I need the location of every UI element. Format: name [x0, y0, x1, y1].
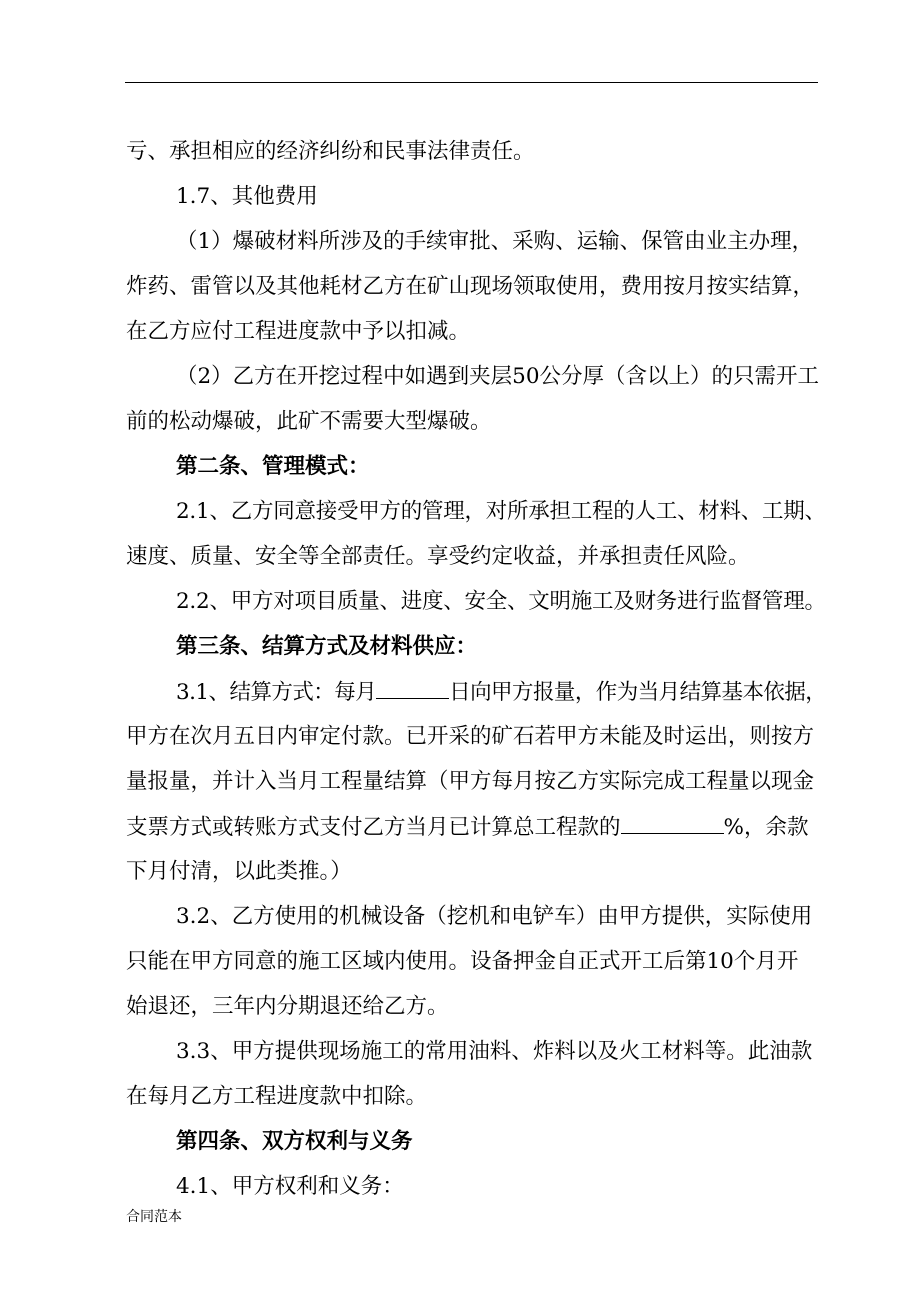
text-line-13	[176, 678, 826, 707]
text-line-20: 始退还，三年内分期退还给乙方。	[126, 994, 449, 1019]
text-line-21: 3.3、甲方提供现场施工的常用油料、炸料以及火工材料等。此油款	[176, 1039, 813, 1064]
footer-label: 合同范本	[126, 1209, 182, 1225]
text-line-6: （2）乙方在开挖过程中如遇到夹层50公分厚（含以上）的只需开工	[176, 364, 820, 389]
day-blank	[376, 678, 449, 699]
text-line-3: （1）爆破材料所涉及的手续审批、采购、运输、保管由业主办理，	[176, 229, 814, 254]
settlement-text-a: 3.1、结算方式：每月	[176, 680, 377, 705]
text-line-14: 甲方在次月五日内审定付款。已开采的矿石若甲方未能及时运出，则按方	[126, 724, 815, 749]
text-line-5: 在乙方应付工程进度款中予以扣减。	[126, 319, 471, 344]
text-line-4: 炸药、雷管以及其他耗材乙方在矿山现场领取使用，费用按月按实结算，	[126, 274, 815, 299]
text-line-9: 2.1、乙方同意接受甲方的管理，对所承担工程的人工、材料、工期、	[176, 499, 826, 524]
settlement-text-b: 日向甲方报量，作为当月结算基本依据，	[449, 680, 827, 705]
text-line-10: 速度、质量、安全等全部责任。享受约定收益，并承担责任风险。	[126, 544, 750, 569]
article-2-heading: 第二条、管理模式：	[176, 454, 370, 479]
percent-blank	[621, 813, 724, 834]
payment-text-a: 支票方式或转账方式支付乙方当月已计算总工程款的	[126, 815, 621, 840]
text-line-22: 在每月乙方工程进度款中扣除。	[126, 1084, 428, 1109]
article-3-heading: 第三条、结算方式及材料供应：	[176, 634, 478, 659]
text-line-18: 3.2、乙方使用的机械设备（挖机和电铲车）由甲方提供，实际使用	[176, 904, 813, 929]
payment-text-b: %，余款	[723, 815, 809, 840]
text-line-19: 只能在甲方同意的施工区域内使用。设备押金自正式开工后第10个月开	[126, 949, 799, 974]
text-line-7: 前的松动爆破，此矿不需要大型爆破。	[126, 409, 492, 434]
section-heading-1-7: 1.7、其他费用	[176, 184, 318, 209]
text-line-16	[126, 813, 826, 842]
article-4-heading: 第四条、双方权利与义务	[176, 1129, 413, 1154]
header-rule	[125, 82, 818, 83]
text-line-17: 下月付清，以此类推。）	[126, 859, 352, 884]
text-line-24: 4.1、甲方权利和义务：	[176, 1174, 404, 1199]
text-line-11: 2.2、甲方对项目质量、进度、安全、文明施工及财务进行监督管理。	[176, 589, 826, 614]
text-line-15: 量报量，并计入当月工程量结算（甲方每月按乙方实际完成工程量以现金	[126, 769, 815, 794]
text-line-1: 亏、承担相应的经济纠纷和民事法律责任。	[126, 139, 535, 164]
